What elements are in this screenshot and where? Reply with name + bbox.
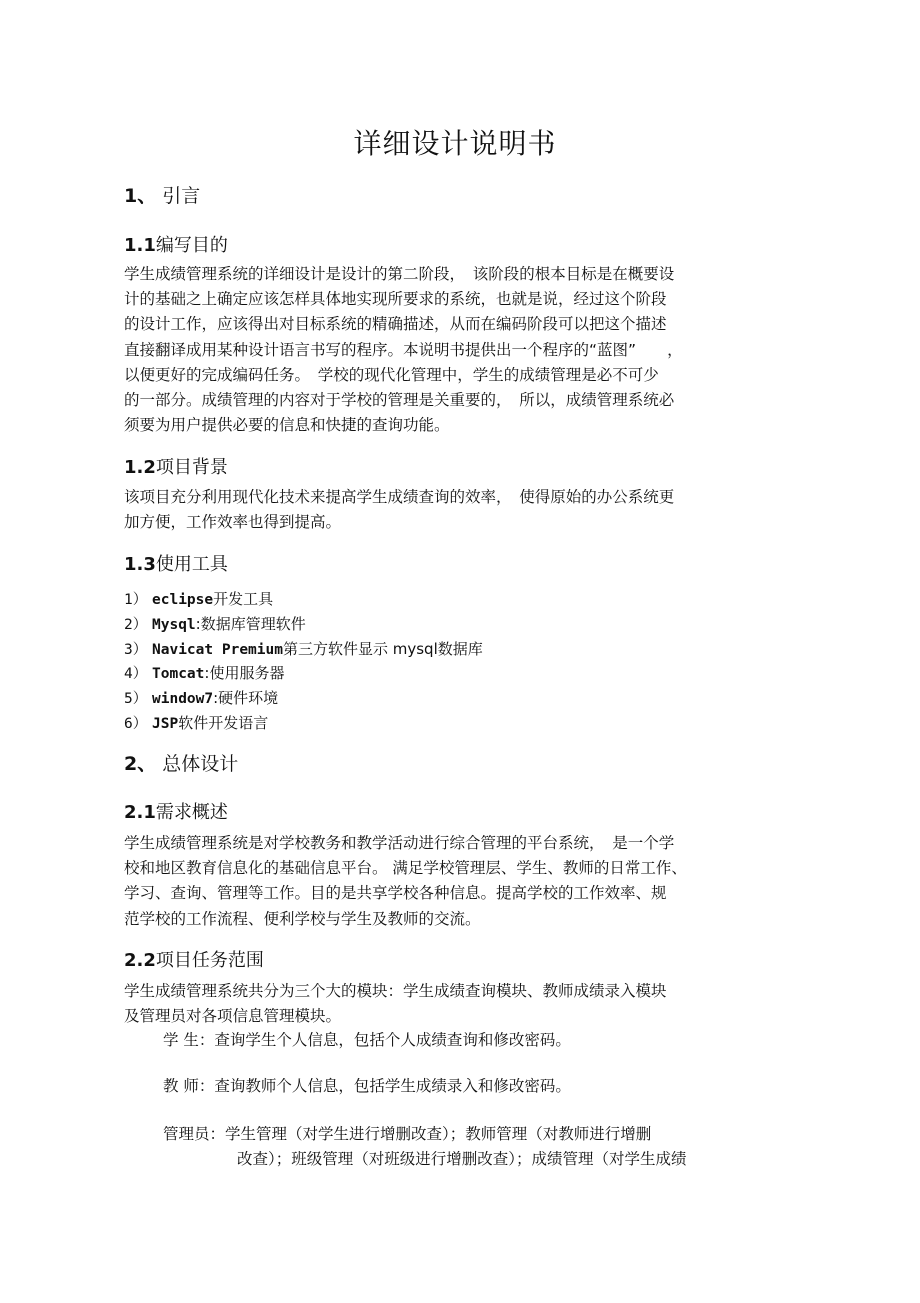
section-1-1-paragraph xyxy=(124,262,764,438)
section-number: 1.3 xyxy=(124,554,156,575)
text-line: 校和地区教育信息化的基础信息平台。 满足学校管理层、学生、教师的日常工作、 xyxy=(124,859,687,878)
section-label: 引言 xyxy=(162,185,201,207)
section-1-heading xyxy=(124,181,200,208)
list-index: 2） xyxy=(124,616,148,633)
section-1-2-paragraph xyxy=(124,485,764,535)
list-index: 5） xyxy=(124,691,148,708)
section-label: 需求概述 xyxy=(155,802,228,823)
section-2-1-heading xyxy=(124,798,228,824)
text-line: 学习、查询、管理等工作。目的是共享学校各种信息。提高学校的工作效率、规 xyxy=(124,884,667,903)
list-item xyxy=(124,587,483,612)
tool-desc: 第三方软件显示 mysql数据库 xyxy=(282,639,483,658)
list-index: 3） xyxy=(124,641,148,658)
section-1-3-heading xyxy=(124,550,228,576)
role-teacher: 教 师：查询教师个人信息，包括学生成绩录入和修改密码。 xyxy=(163,1077,571,1095)
role-student: 学 生：查询学生个人信息，包括个人成绩查询和修改密码。 xyxy=(163,1031,571,1049)
section-2-2-paragraph xyxy=(124,979,764,1029)
section-1-2-heading xyxy=(124,453,228,479)
list-item xyxy=(124,612,483,637)
section-2-1-paragraph xyxy=(124,831,764,932)
tool-desc: 开发工具 xyxy=(213,590,274,608)
tool-name: Tomcat xyxy=(152,666,205,683)
tool-name: window7 xyxy=(152,691,214,708)
list-item xyxy=(124,711,483,736)
tool-desc: :使用服务器 xyxy=(204,664,285,683)
list-index: 4） xyxy=(124,666,148,683)
text-line: 计的基础之上确定应该怎样具体地实现所要求的系统，也就是说，经过这个阶段 xyxy=(124,290,667,309)
tool-name: Navicat Premium xyxy=(152,641,283,658)
list-index: 6） xyxy=(124,715,148,732)
section-1-1-heading xyxy=(124,231,228,257)
text-line: 以便更好的完成编码任务。 学校的现代化管理中，学生的成绩管理是必不可少 xyxy=(124,365,659,384)
section-label: 项目任务范围 xyxy=(155,950,264,971)
list-item xyxy=(124,661,483,686)
section-label: 总体设计 xyxy=(162,753,239,775)
section-number: 2.2 xyxy=(124,950,156,971)
section-number: 1、 xyxy=(124,185,157,207)
section-label: 项目背景 xyxy=(155,457,228,478)
tools-list xyxy=(124,587,483,736)
tool-desc: :数据库管理软件 xyxy=(195,614,306,633)
section-number: 2、 xyxy=(124,753,157,775)
section-2-heading xyxy=(124,749,238,776)
tool-name: Mysql xyxy=(152,616,196,633)
list-item xyxy=(124,637,483,662)
section-number: 1.2 xyxy=(124,457,156,478)
tool-name: JSP xyxy=(152,715,179,732)
text-line: 学生成绩管理系统共分为三个大的模块：学生成绩查询模块、教师成绩录入模块 xyxy=(124,982,667,1000)
section-number: 2.1 xyxy=(124,802,156,823)
text-line: 直接翻译成用某种设计语言书写的程序。本说明书提供出一个程序的“蓝图” ， xyxy=(124,340,683,359)
text-line: 及管理员对各项信息管理模块。 xyxy=(124,1007,342,1026)
text-line: 学生成绩管理系统是对学校教务和教学活动进行综合管理的平台系统， 是一个学 xyxy=(124,834,675,852)
section-2-2-heading xyxy=(124,946,264,972)
document-title: 详细设计说明书 xyxy=(353,127,557,160)
section-label: 编写目的 xyxy=(155,235,228,256)
text-line: 的设计工作，应该得出对目标系统的精确描述，从而在编码阶段可以把这个描述 xyxy=(124,315,667,334)
tool-name: eclipse xyxy=(152,592,214,608)
section-number: 1.1 xyxy=(124,235,156,256)
text-line: 范学校的工作流程、便利学校与学生及教师的交流。 xyxy=(124,909,481,928)
role-admin: 管理员：学生管理（对学生进行增删改查）；教师管理（对教师进行增删 xyxy=(163,1125,652,1143)
text-line: 该项目充分利用现代化技术来提高学生成绩查询的效率， 使得原始的办公系统更 xyxy=(124,488,675,506)
role-admin-continued: 改查）；班级管理（对班级进行增删改查）；成绩管理（对学生成绩 xyxy=(237,1150,687,1168)
section-label: 使用工具 xyxy=(155,554,228,575)
text-line: 学生成绩管理系统的详细设计是设计的第二阶段， 该阶段的根本目标是在概要设 xyxy=(124,265,675,283)
text-line: 的一部分。成绩管理的内容对于学校的管理是关重要的， 所以，成绩管理系统必 xyxy=(124,391,675,410)
tool-desc: 软件开发语言 xyxy=(178,713,269,732)
list-index: 1） xyxy=(124,592,148,608)
text-line: 须要为用户提供必要的信息和快捷的查询功能。 xyxy=(124,416,450,435)
text-line: 加方便，工作效率也得到提高。 xyxy=(124,513,342,532)
tool-desc: :硬件环境 xyxy=(213,689,279,708)
list-item xyxy=(124,686,483,711)
